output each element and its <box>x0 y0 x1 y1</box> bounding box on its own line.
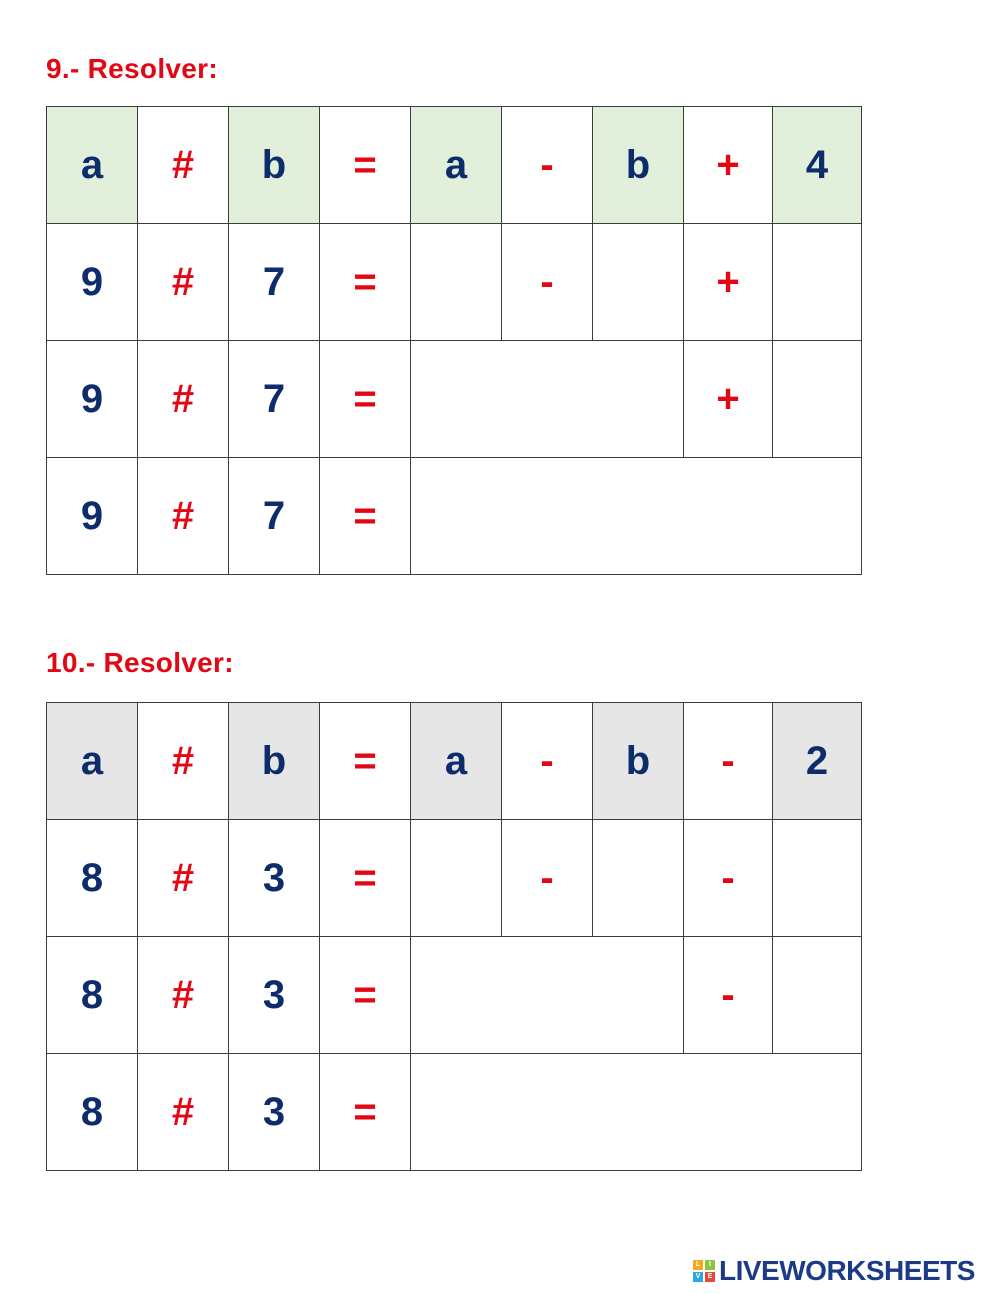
minus-cell: - <box>684 820 773 937</box>
value-a-cell: 9 <box>47 224 138 341</box>
value-a-cell: 8 <box>47 937 138 1054</box>
step-3-row <box>47 458 862 575</box>
value-b-cell: 3 <box>229 820 320 937</box>
answer-box[interactable] <box>593 820 684 937</box>
equals-cell: = <box>320 820 411 937</box>
answer-box[interactable] <box>773 341 862 458</box>
answer-box[interactable] <box>773 224 862 341</box>
value-b-cell: 7 <box>229 341 320 458</box>
step-2-row <box>47 341 862 458</box>
minus-cell: - <box>684 937 773 1054</box>
operator-hash-cell: # <box>138 1054 229 1171</box>
step-1-row <box>47 820 862 937</box>
value-b-cell: 7 <box>229 224 320 341</box>
constant-cell: 4 <box>773 107 862 224</box>
var-b-cell: b <box>593 107 684 224</box>
var-a-cell: a <box>411 107 502 224</box>
value-a-cell: 8 <box>47 820 138 937</box>
answer-box[interactable] <box>773 937 862 1054</box>
operator-hash-cell: # <box>138 820 229 937</box>
logo-mark-letter: L <box>693 1260 703 1270</box>
exercise-9-title: 9.- Resolver: <box>46 53 218 84</box>
answer-box[interactable] <box>593 224 684 341</box>
liveworksheets-logo <box>693 1255 975 1287</box>
var-b-cell: b <box>229 107 320 224</box>
exercise-9-table <box>46 106 862 575</box>
value-a-cell: 8 <box>47 1054 138 1171</box>
answer-box[interactable] <box>773 820 862 937</box>
logo-mark-letter: E <box>705 1272 715 1282</box>
value-b-cell: 3 <box>229 1054 320 1171</box>
operator-hash-cell: # <box>138 224 229 341</box>
answer-box[interactable] <box>411 224 502 341</box>
answer-box[interactable] <box>411 820 502 937</box>
operator-hash-cell: # <box>138 341 229 458</box>
operator-hash-cell: # <box>138 703 229 820</box>
operator-hash-cell: # <box>138 458 229 575</box>
final-answer-box[interactable] <box>411 1054 862 1171</box>
var-b-cell: b <box>593 703 684 820</box>
minus-cell: - <box>502 703 593 820</box>
var-b-cell: b <box>229 703 320 820</box>
exercise-10-table <box>46 702 862 1171</box>
logo-mark-icon <box>693 1260 715 1282</box>
value-a-cell: 9 <box>47 458 138 575</box>
operator-hash-cell: # <box>138 937 229 1054</box>
equals-cell: = <box>320 458 411 575</box>
var-a-cell: a <box>47 703 138 820</box>
minus-cell: - <box>684 703 773 820</box>
equals-cell: = <box>320 703 411 820</box>
logo-text: LIVEWORKSHEETS <box>719 1255 975 1286</box>
operator-hash-cell: # <box>138 107 229 224</box>
plus-cell: + <box>684 107 773 224</box>
equals-cell: = <box>320 224 411 341</box>
equals-cell: = <box>320 341 411 458</box>
exercise-10-title: 10.- Resolver: <box>46 647 234 678</box>
step-1-row <box>47 224 862 341</box>
final-answer-box[interactable] <box>411 458 862 575</box>
value-a-cell: 9 <box>47 341 138 458</box>
logo-mark-letter: I <box>705 1260 715 1270</box>
value-b-cell: 7 <box>229 458 320 575</box>
minus-cell: - <box>502 224 593 341</box>
equals-cell: = <box>320 107 411 224</box>
formula-row <box>47 107 862 224</box>
var-a-cell: a <box>47 107 138 224</box>
formula-row <box>47 703 862 820</box>
logo-mark-letter: V <box>693 1272 703 1282</box>
answer-box[interactable] <box>411 341 684 458</box>
var-a-cell: a <box>411 703 502 820</box>
equals-cell: = <box>320 1054 411 1171</box>
equals-cell: = <box>320 937 411 1054</box>
value-b-cell: 3 <box>229 937 320 1054</box>
minus-cell: - <box>502 820 593 937</box>
plus-cell: + <box>684 341 773 458</box>
step-2-row <box>47 937 862 1054</box>
minus-cell: - <box>502 107 593 224</box>
answer-box[interactable] <box>411 937 684 1054</box>
constant-cell: 2 <box>773 703 862 820</box>
plus-cell: + <box>684 224 773 341</box>
step-3-row <box>47 1054 862 1171</box>
